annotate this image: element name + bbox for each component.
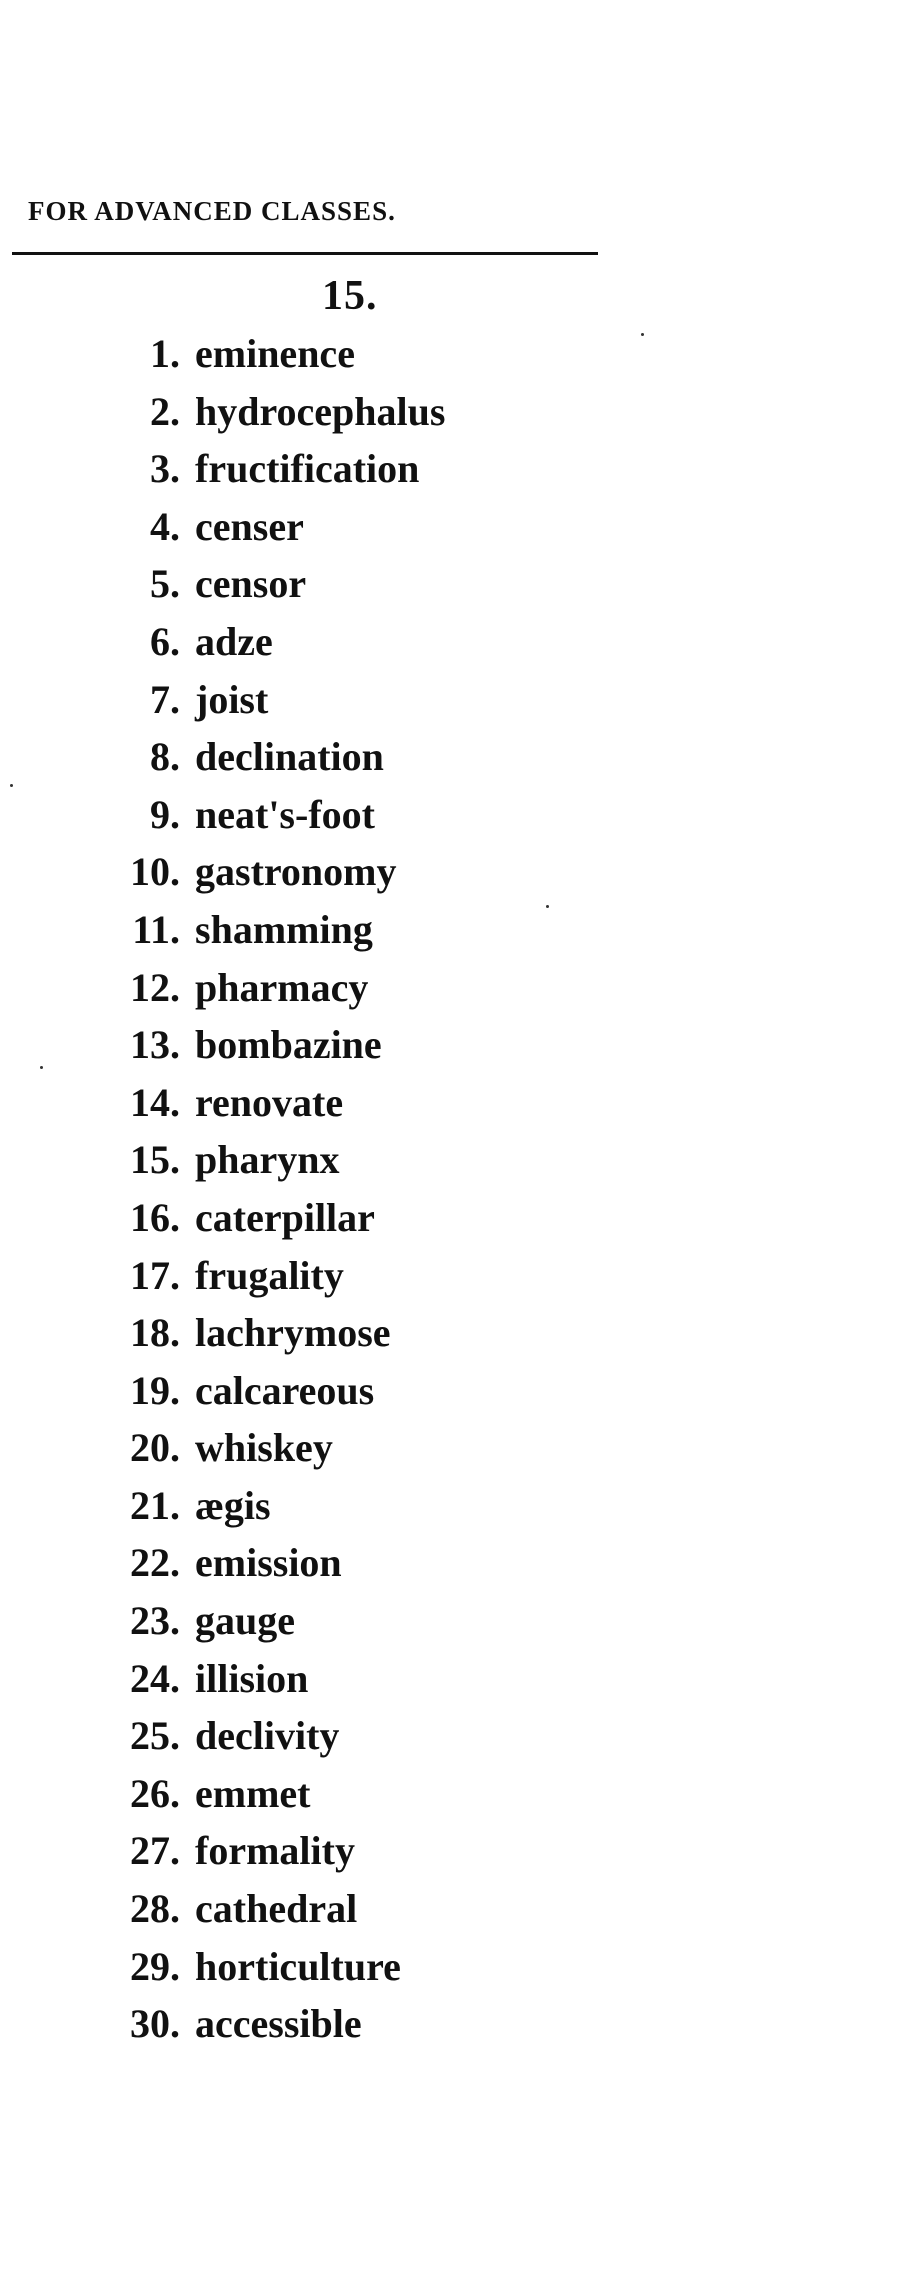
item-number: 12. (130, 964, 180, 1010)
item-number: 6. (150, 618, 180, 664)
item-word: gastronomy (195, 849, 397, 895)
item-word: bombazine (195, 1022, 382, 1068)
item-word: eminence (195, 331, 355, 376)
list-item (0, 786, 600, 844)
item-word: shamming (195, 906, 373, 952)
item-word: neat's-foot (195, 791, 375, 837)
item-number: 19. (130, 1367, 180, 1413)
list-item (0, 1362, 600, 1420)
item-number: 22. (130, 1540, 180, 1586)
section-number: 15. (322, 273, 378, 319)
item-word: joist (195, 676, 269, 722)
item-word: emmet (195, 1770, 311, 1816)
print-speck (10, 784, 13, 787)
item-word: hydrocephalus (195, 388, 446, 434)
item-number: 30. (130, 2001, 180, 2047)
list-item (0, 613, 600, 671)
list-item (0, 1995, 600, 2053)
item-word: cathedral (195, 1886, 358, 1932)
item-word: horticulture (195, 1943, 401, 1989)
list-item (0, 843, 600, 901)
item-number: 10. (130, 849, 180, 895)
item-number: 4. (150, 503, 180, 549)
item-number: 14. (130, 1079, 180, 1125)
item-number: 26. (130, 1770, 180, 1816)
item-number: 17. (130, 1252, 180, 1298)
item-word: renovate (195, 1079, 344, 1125)
list-item (0, 1419, 600, 1477)
list-item (0, 1477, 600, 1535)
item-word: illision (195, 1655, 309, 1701)
list-item (0, 728, 600, 786)
item-number: 5. (150, 561, 180, 607)
item-word: lachrymose (195, 1310, 391, 1356)
item-word: gauge (195, 1598, 295, 1644)
list-item (0, 1592, 600, 1650)
list-item (0, 440, 600, 498)
list-item (0, 1765, 600, 1823)
item-number: 7. (150, 676, 180, 722)
item-number: 1. (150, 331, 180, 376)
item-word: pharynx (195, 1137, 340, 1183)
item-word: censer (195, 503, 304, 549)
item-number: 23. (130, 1598, 180, 1644)
list-item (0, 325, 600, 383)
list-item (0, 1534, 600, 1592)
running-head: FOR ADVANCED CLASSES. (28, 196, 396, 226)
item-number: 20. (130, 1425, 180, 1471)
item-word: frugality (195, 1252, 344, 1298)
item-number: 3. (150, 446, 180, 492)
item-word: fructification (195, 446, 420, 492)
item-number: 2. (150, 388, 180, 434)
list-item (0, 1880, 600, 1938)
item-word: censor (195, 561, 307, 607)
list-item (0, 901, 600, 959)
list-item (0, 1707, 600, 1765)
print-speck (641, 333, 644, 336)
item-word: adze (195, 618, 273, 664)
item-number: 13. (130, 1022, 180, 1068)
list-item (0, 1131, 600, 1189)
item-number: 27. (130, 1828, 180, 1874)
list-item (0, 1074, 600, 1132)
list-item (0, 1822, 600, 1880)
item-word: accessible (195, 2001, 362, 2047)
item-number: 11. (132, 906, 180, 952)
item-number: 16. (130, 1194, 180, 1240)
item-number: 28. (130, 1886, 180, 1932)
item-number: 29. (130, 1943, 180, 1989)
list-item (0, 959, 600, 1017)
item-word: whiskey (195, 1425, 333, 1471)
list-item (0, 671, 600, 729)
list-item (0, 555, 600, 613)
item-word: ægis (195, 1482, 271, 1528)
item-number: 9. (150, 791, 180, 837)
list-item (0, 1650, 600, 1708)
item-word: declivity (195, 1713, 340, 1759)
list-item (0, 1304, 600, 1362)
header-rule (12, 252, 598, 255)
item-number: 8. (150, 734, 180, 780)
list-item (0, 383, 600, 441)
print-speck (40, 1066, 43, 1069)
item-word: formality (195, 1828, 355, 1874)
item-number: 15. (130, 1137, 180, 1183)
item-word: calcareous (195, 1367, 375, 1413)
item-number: 24. (130, 1655, 180, 1701)
item-word: declination (195, 734, 384, 780)
word-list (0, 325, 600, 2053)
list-item (0, 1247, 600, 1305)
item-word: pharmacy (195, 964, 369, 1010)
list-item (0, 498, 600, 556)
print-speck (546, 905, 549, 908)
item-number: 25. (130, 1713, 180, 1759)
list-item (0, 1938, 600, 1996)
item-word: caterpillar (195, 1194, 375, 1240)
list-item (0, 1189, 600, 1247)
list-item (0, 1016, 600, 1074)
item-word: emission (195, 1540, 342, 1586)
item-number: 21. (130, 1482, 180, 1528)
item-number: 18. (130, 1310, 180, 1356)
